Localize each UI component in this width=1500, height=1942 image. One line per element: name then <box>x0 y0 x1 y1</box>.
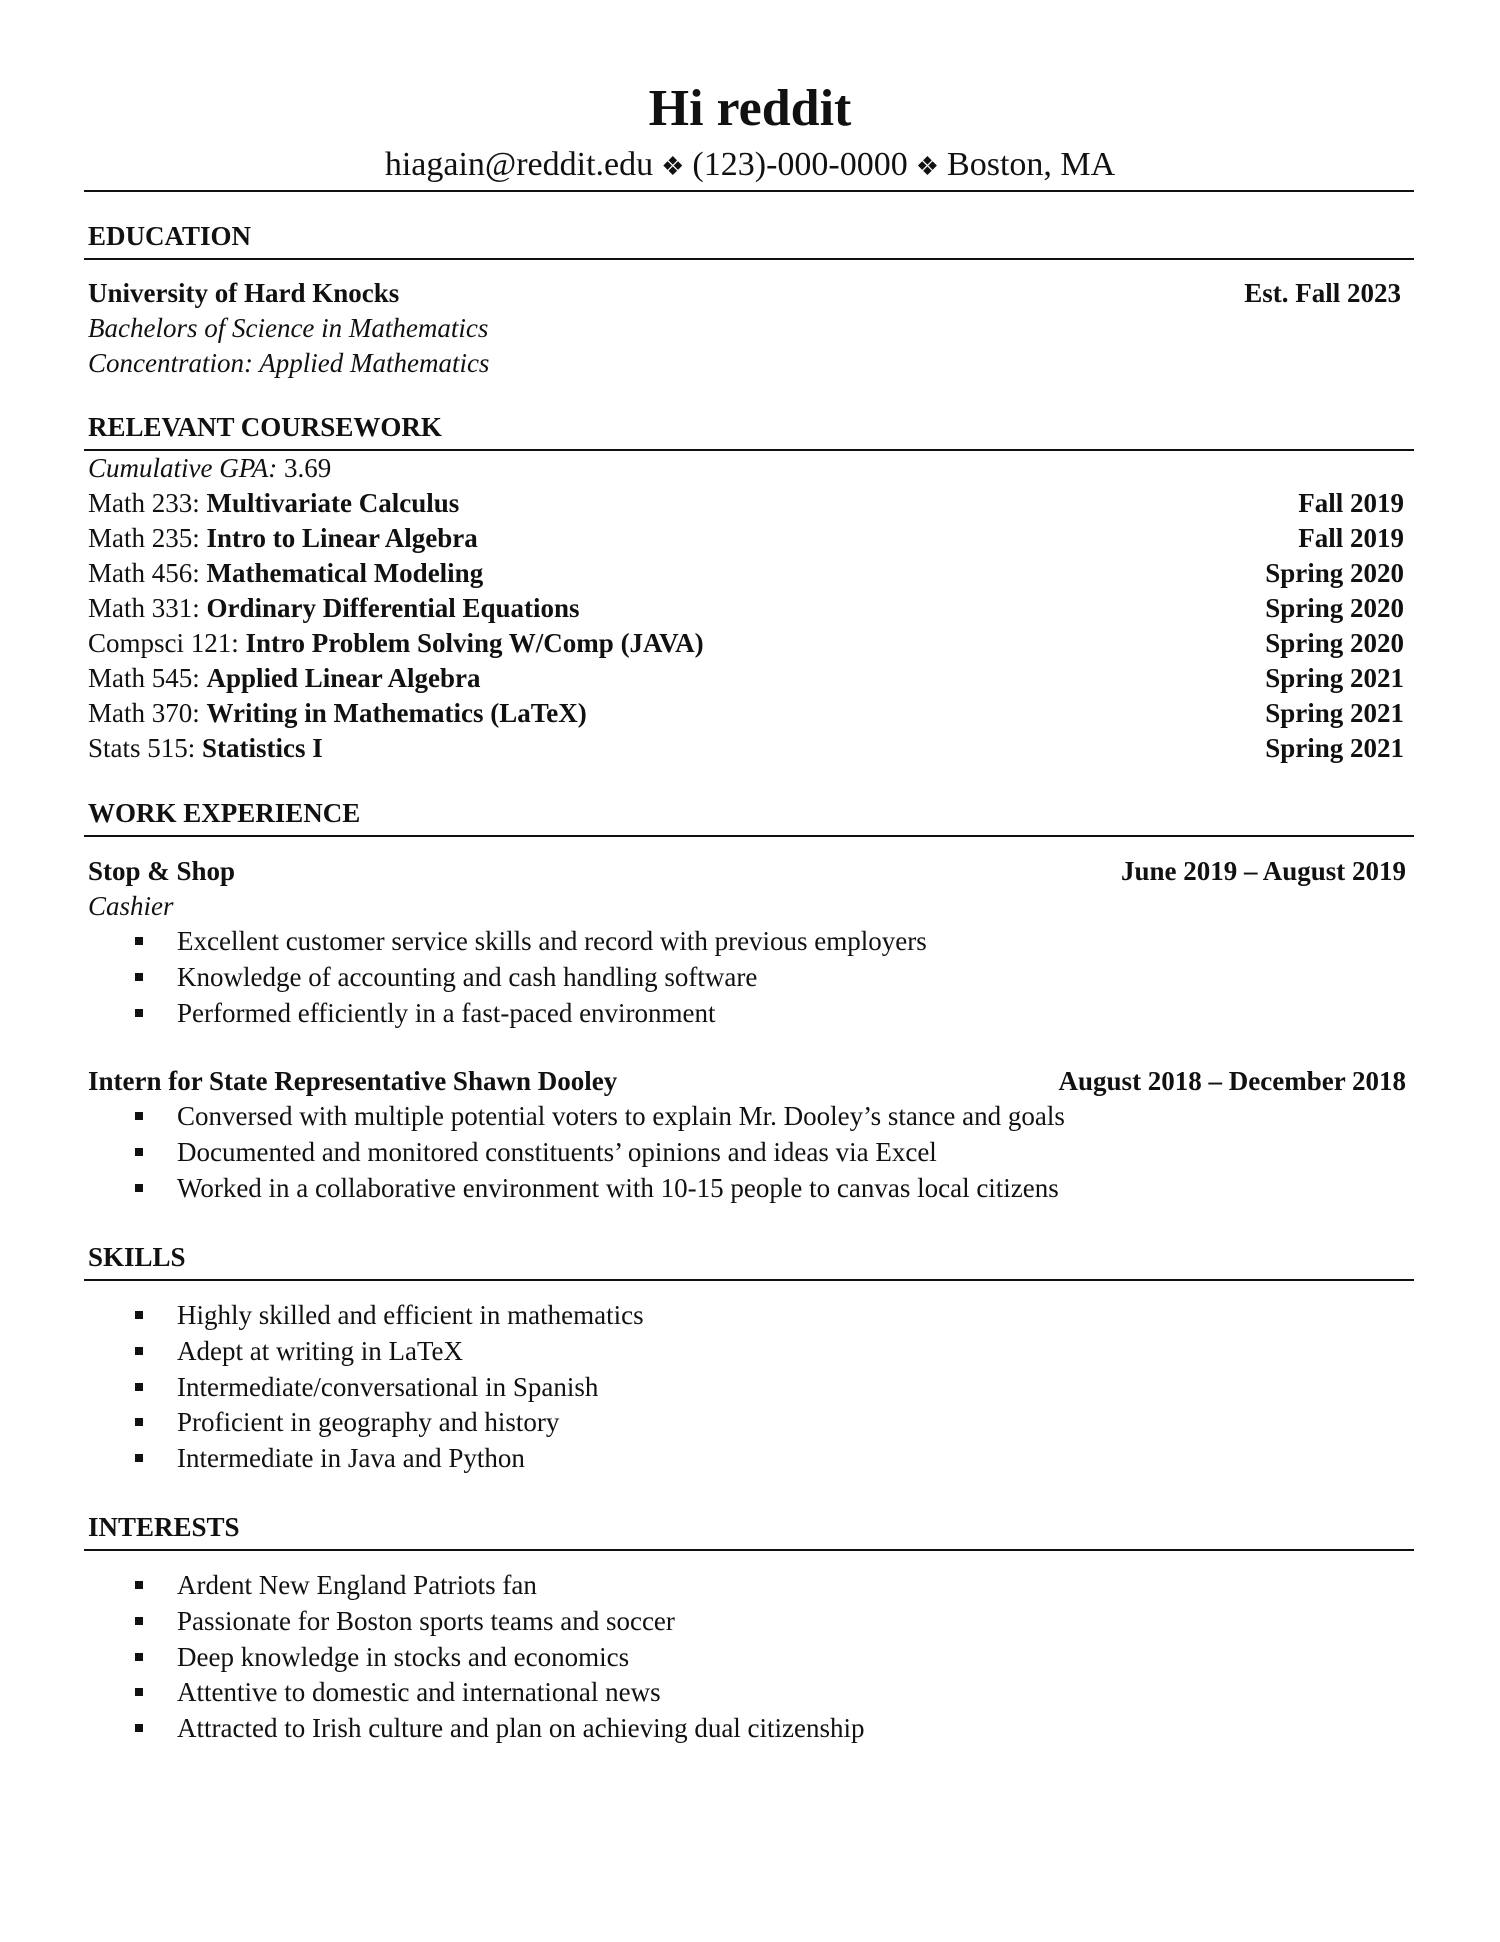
coursework-section <box>88 410 1406 766</box>
bullet-text: Adept at writing in LaTeX <box>177 1335 464 1366</box>
course-name <box>88 626 704 661</box>
list-item <box>88 1640 1406 1676</box>
concentration: Concentration: Applied Mathematics <box>88 348 490 378</box>
bullet-text: Performed efficiently in a fast-paced environment <box>177 997 716 1028</box>
bullet-icon <box>135 937 143 945</box>
course-row <box>88 591 1406 626</box>
school-date: Est. Fall 2023 <box>1244 278 1401 308</box>
list-item <box>88 1298 1406 1334</box>
course-code: Stats 515: <box>88 733 203 763</box>
course-name <box>88 661 481 696</box>
job-dates: August 2018 – December 2018 <box>1058 1066 1406 1097</box>
list-item <box>88 996 1406 1032</box>
bullet-text: Worked in a collaborative environment with 10-15 people to canvas local citizens <box>177 1172 1059 1203</box>
course-name <box>88 696 587 731</box>
course-term: Spring 2020 <box>1265 558 1404 588</box>
list-item <box>88 1675 1406 1711</box>
location: Boston, MA <box>947 146 1116 183</box>
course-title: Writing in Mathematics (LaTeX) <box>206 698 587 728</box>
job-header <box>88 1064 1406 1099</box>
course-title: Intro to Linear Algebra <box>206 523 478 553</box>
course-term: Fall 2019 <box>1298 488 1404 518</box>
bullet-text: Deep knowledge in stocks and economics <box>177 1641 630 1672</box>
separator-icon: ❖ <box>915 152 940 181</box>
school-name: University of Hard Knocks <box>88 278 400 308</box>
course-code: Math 545: <box>88 663 207 693</box>
bullet-text: Documented and monitored constituents’ opinions and ideas via Excel <box>177 1137 937 1168</box>
course-row <box>88 661 1406 696</box>
course-row <box>88 521 1406 556</box>
bullet-text: Knowledge of accounting and cash handling software <box>177 961 758 992</box>
skills-section <box>88 1240 1406 1477</box>
course-title: Statistics I <box>202 733 323 763</box>
bullet-icon <box>135 1581 143 1589</box>
course-title: Intro Problem Solving W/Comp (JAVA) <box>245 628 704 658</box>
list-item <box>88 1171 1406 1207</box>
course-code: Math 456: <box>88 558 207 588</box>
list-item <box>88 1711 1406 1747</box>
course-code: Math 331: <box>88 593 207 623</box>
email: hiagain@reddit.edu <box>384 146 654 183</box>
course-term: Spring 2020 <box>1265 628 1404 658</box>
course-row <box>88 696 1406 731</box>
course-name <box>88 521 478 556</box>
section-heading: INTERESTS <box>88 1512 240 1542</box>
phone: (123)-000-0000 <box>692 146 908 183</box>
interests-section <box>88 1510 1406 1747</box>
bullet-icon <box>135 1653 143 1661</box>
separator-icon: ❖ <box>661 152 685 181</box>
job-org: Intern for State Representative Shawn Dooley <box>88 1066 618 1097</box>
bullet-text: Attracted to Irish culture and plan on achieving dual citizenship <box>177 1713 865 1744</box>
resume-name: Hi reddit <box>648 80 852 137</box>
course-name <box>88 486 459 521</box>
gpa-value: 3.69 <box>277 453 332 483</box>
bullet-icon <box>135 1688 143 1696</box>
bullet-text: Ardent New England Patriots fan <box>177 1570 537 1600</box>
list-item <box>88 1370 1406 1406</box>
bullet-icon <box>135 1009 143 1017</box>
course-name <box>88 731 323 766</box>
gpa-label: Cumulative GPA: <box>88 453 278 483</box>
course-row <box>88 486 1406 521</box>
bullet-icon <box>135 973 143 981</box>
course-row <box>88 731 1406 766</box>
bullet-icon <box>135 1617 143 1625</box>
list-item <box>88 960 1406 996</box>
bullet-text: Highly skilled and efficient in mathematics <box>177 1300 644 1330</box>
school-row <box>88 276 1406 311</box>
section-heading: EDUCATION <box>88 221 252 251</box>
course-term: Spring 2021 <box>1265 663 1404 693</box>
course-title: Applied Linear Algebra <box>206 663 481 693</box>
course-row <box>88 556 1406 591</box>
gpa-row <box>88 451 1406 486</box>
list-item <box>88 1334 1406 1370</box>
bullet-list <box>88 1568 1406 1747</box>
list-item <box>88 1099 1406 1135</box>
bullet-list <box>88 1099 1406 1206</box>
bullet-text: Attentive to domestic and international news <box>177 1677 661 1708</box>
bullet-icon <box>135 1347 143 1355</box>
job-header <box>88 854 1406 889</box>
section-heading: SKILLS <box>88 1242 186 1272</box>
contact-line <box>0 145 1500 187</box>
degree: Bachelors of Science in Mathematics <box>88 313 489 343</box>
list-item <box>88 1135 1406 1171</box>
course-term: Spring 2020 <box>1265 593 1404 623</box>
work-section <box>88 796 1406 1207</box>
course-code: Compsci 121: <box>88 628 246 658</box>
course-title: Ordinary Differential Equations <box>206 593 580 623</box>
course-title: Multivariate Calculus <box>206 488 460 518</box>
bullet-list <box>88 924 1406 1031</box>
list-item <box>88 1604 1406 1640</box>
bullet-icon <box>135 1112 143 1120</box>
course-term: Spring 2021 <box>1265 698 1404 728</box>
list-item <box>88 1441 1406 1477</box>
bullet-text: Conversed with multiple potential voters to explain Mr. Dooley’s stance and goals <box>177 1101 1065 1132</box>
bullet-icon <box>135 1724 143 1732</box>
course-name <box>88 556 483 591</box>
course-code: Math 235: <box>88 523 207 553</box>
bullet-icon <box>135 1184 143 1192</box>
list-item <box>88 924 1406 960</box>
course-name <box>88 591 580 626</box>
bullet-icon <box>135 1418 143 1426</box>
job-dates: June 2019 – August 2019 <box>1120 856 1406 886</box>
list-item <box>88 1568 1406 1604</box>
job-role: Cashier <box>88 891 174 921</box>
course-row <box>88 626 1406 661</box>
course-code: Math 233: <box>88 488 207 518</box>
course-term: Spring 2021 <box>1265 733 1404 763</box>
bullet-text: Proficient in geography and history <box>177 1407 560 1438</box>
section-heading: RELEVANT COURSEWORK <box>88 412 442 442</box>
bullet-text: Intermediate in Java and Python <box>177 1443 525 1474</box>
job-org: Stop & Shop <box>88 856 236 886</box>
education-section <box>88 219 1406 381</box>
course-code: Math 370: <box>88 698 207 728</box>
section-heading: WORK EXPERIENCE <box>88 798 361 828</box>
course-term: Fall 2019 <box>1298 523 1404 553</box>
course-title: Mathematical Modeling <box>206 558 484 588</box>
bullet-icon <box>135 1383 143 1391</box>
bullet-text: Excellent customer service skills and record with previous employers <box>177 926 927 956</box>
bullet-list <box>88 1298 1406 1477</box>
bullet-icon <box>135 1454 143 1462</box>
bullet-icon <box>135 1148 143 1156</box>
bullet-text: Intermediate/conversational in Spanish <box>177 1371 599 1402</box>
bullet-icon <box>135 1311 143 1319</box>
header-divider <box>84 190 1414 192</box>
list-item <box>88 1405 1406 1441</box>
bullet-text: Passionate for Boston sports teams and soccer <box>177 1605 675 1636</box>
